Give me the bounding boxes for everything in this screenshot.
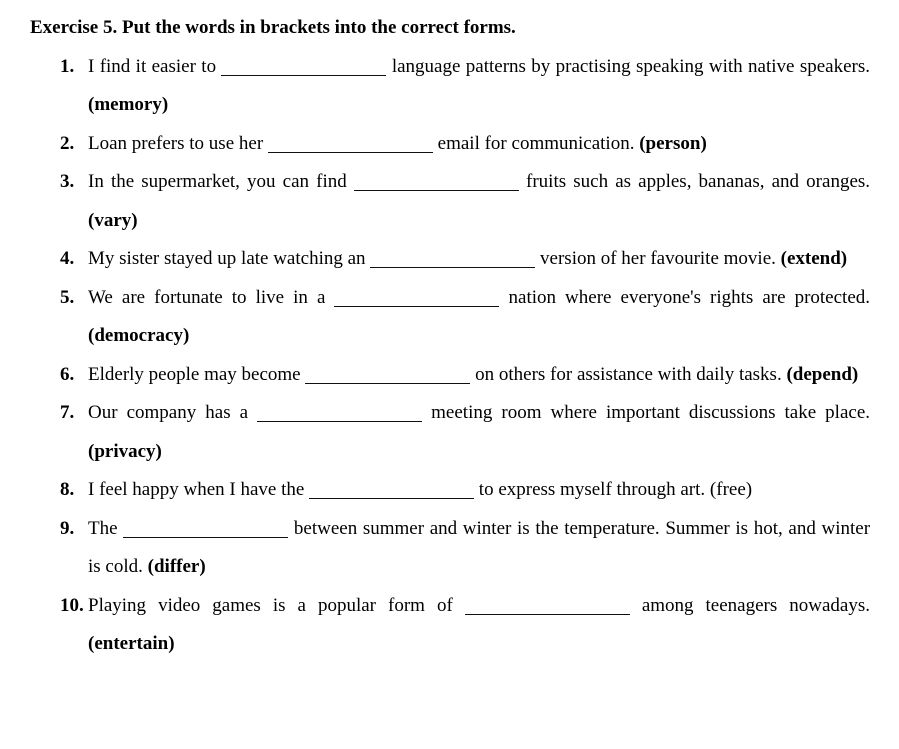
answer-blank	[334, 302, 499, 307]
exercise-item-8	[30, 471, 870, 510]
item-text-before: Loan prefers to use her	[88, 132, 264, 154]
item-number: 2.	[60, 132, 75, 154]
item-number: 10.	[60, 594, 84, 616]
item-text-after: language patterns by practising speaking with native speakers.	[391, 55, 870, 77]
item-text-before: I find it easier to	[88, 55, 217, 77]
item-number: 7.	[60, 402, 75, 423]
item-text-before: In the supermarket, you can find	[88, 171, 347, 192]
item-number: 9.	[60, 517, 75, 539]
answer-blank	[221, 71, 386, 76]
item-text-after: meeting room where important discussions take place.	[431, 402, 871, 423]
answer-blank	[268, 148, 433, 153]
exercise-title: Exercise 5. Put the words in brackets into the correct forms.	[30, 17, 516, 38]
item-text-after: among teenagers nowadays.	[641, 594, 871, 616]
item-text-after: email for communication.	[437, 132, 635, 154]
item-bracket-word: (memory)	[88, 94, 169, 115]
item-number: 1.	[60, 55, 75, 77]
item-number: 5.	[60, 286, 75, 308]
answer-blank	[465, 610, 630, 615]
item-text-before: I feel happy when I have the	[88, 479, 305, 500]
item-text-before: Our company has a	[88, 402, 249, 423]
item-bracket-word: (entertain)	[88, 633, 175, 654]
exercise-item-2	[30, 125, 870, 164]
exercise-item-list	[30, 48, 870, 664]
item-bracket-word: (depend)	[786, 363, 859, 385]
item-text-before: My sister stayed up late watching an	[88, 248, 366, 269]
item-text-before: Playing video games is a popular form of	[88, 594, 453, 616]
item-bracket-word: (extend)	[780, 248, 848, 269]
item-number: 6.	[60, 363, 75, 385]
exercise-item-5	[30, 279, 870, 356]
answer-blank	[370, 263, 535, 268]
answer-blank	[123, 533, 288, 538]
exercise-item-9	[30, 510, 870, 587]
item-text-before: The	[88, 517, 118, 539]
item-text-after: fruits such as apples, bananas, and oranges.	[526, 171, 871, 192]
item-text-after: to express myself through art.	[478, 479, 706, 500]
item-text-before: We are fortunate to live in a	[88, 286, 326, 308]
answer-blank	[354, 186, 519, 191]
item-text-after: version of her favourite movie.	[540, 248, 776, 269]
item-bracket-word: (differ)	[147, 556, 206, 577]
item-bracket-word: (democracy)	[88, 325, 190, 346]
exercise-item-3	[30, 163, 870, 240]
item-text-after: on others for assistance with daily tasks.	[475, 363, 782, 385]
item-bracket-word: (vary)	[88, 209, 138, 231]
item-number: 4.	[60, 248, 75, 269]
exercise-item-4	[30, 240, 870, 279]
exercise-item-1	[30, 48, 870, 125]
item-number: 8.	[60, 479, 75, 500]
item-number: 3.	[60, 171, 75, 192]
item-bracket-word: (free)	[709, 479, 753, 500]
answer-blank	[309, 494, 474, 499]
exercise-item-6	[30, 356, 870, 395]
answer-blank	[257, 417, 422, 422]
answer-blank	[305, 379, 470, 384]
item-text-after: nation where everyone's rights are protected.	[508, 286, 871, 308]
item-text-after: between summer and winter is the temperature. Summer is hot, and winter is cold.	[88, 517, 871, 577]
item-bracket-word: (privacy)	[88, 440, 162, 462]
exercise-item-10	[30, 587, 870, 664]
item-bracket-word: (person)	[639, 132, 707, 154]
exercise-item-7	[30, 394, 870, 471]
item-text-before: Elderly people may become	[88, 363, 301, 385]
